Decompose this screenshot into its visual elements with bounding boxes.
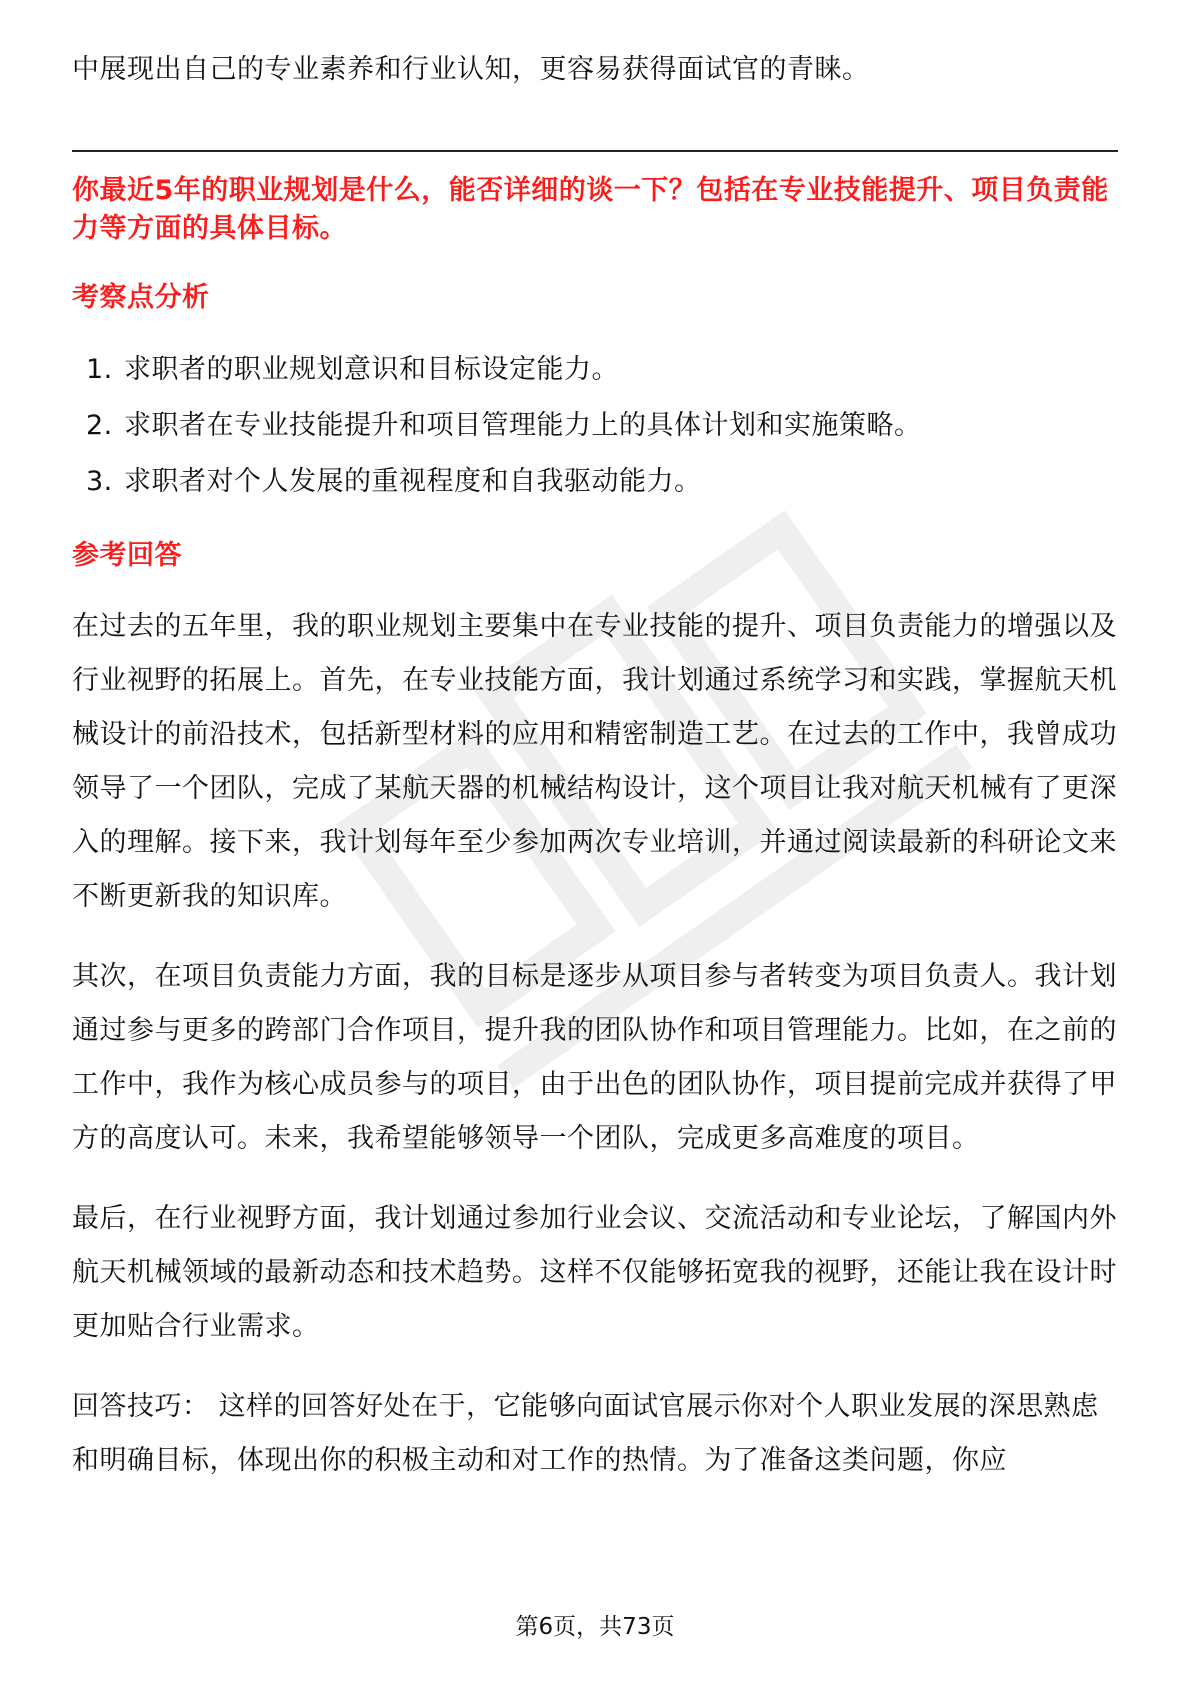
analysis-item-text: 求职者对个人发展的重视程度和自我驱动能力。 [124,466,702,497]
answer-paragraph: 在过去的五年里，我的职业规划主要集中在专业技能的提升、项目负责能力的增强以及行业视野的拓展上。首先，在专业技能方面，我计划通过系统学习和实践，掌握航天机械设计的前沿技术，包括新型材料的应用和精密制造工艺。在过去的工作中，我曾成功领导了一个团队，完成了某航天器的机械结构设计，这个项目让我对航天机械有了更深入的理解。接下来，我计划每年至少参加两次专业培训，并通过阅读最新的科研论文来不断更新我的知识库。 [72,611,1117,912]
section-divider [72,150,1118,152]
analysis-item-number: 2. [86,410,113,441]
analysis-item [72,342,1118,398]
answer-heading: 参考回答 [72,540,182,571]
analysis-item-number: 3. [86,466,113,497]
answer-paragraph: 最后，在行业视野方面，我计划通过参加行业会议、交流活动和专业论坛，了解国内外航天机械领域的最新动态和技术趋势。这样不仅能够拓宽我的视野，还能让我在设计时更加贴合行业需求。 [72,1203,1117,1342]
intro-paragraph: 中展现出自己的专业素养和行业认知，更容易获得面试官的青睐。 [72,54,870,85]
analysis-item-text: 求职者的职业规划意识和目标设定能力。 [124,354,619,385]
answer-paragraph: 其次，在项目负责能力方面，我的目标是逐步从项目参与者转变为项目负责人。我计划通过参与更多的跨部门合作项目，提升我的团队协作和项目管理能力。比如，在之前的工作中，我作为核心成员参与的项目，由于出色的团队协作，项目提前完成并获得了甲方的高度认可。未来，我希望能够领导一个团队，完成更多高难度的项目。 [72,961,1117,1154]
analysis-item [72,398,1118,454]
page-content [72,42,1118,1488]
analysis-list [72,342,1118,510]
analysis-item-number: 1. [86,354,113,385]
analysis-heading: 考察点分析 [72,282,210,313]
interview-question: 你最近5年的职业规划是什么，能否详细的谈一下？包括在专业技能提升、项目负责能力等方面的具体目标。 [72,175,1109,244]
analysis-item-text: 求职者在专业技能提升和项目管理能力上的具体计划和实施策略。 [124,410,922,441]
answer-tip-paragraph: 回答技巧： 这样的回答好处在于，它能够向面试官展示你对个人职业发展的深思熟虑和明确目标，体现出你的积极主动和对工作的热情。为了准备这类问题，你应 [72,1391,1099,1476]
page-footer: 第6页，共73页 [515,1614,675,1640]
analysis-item [72,454,1118,510]
